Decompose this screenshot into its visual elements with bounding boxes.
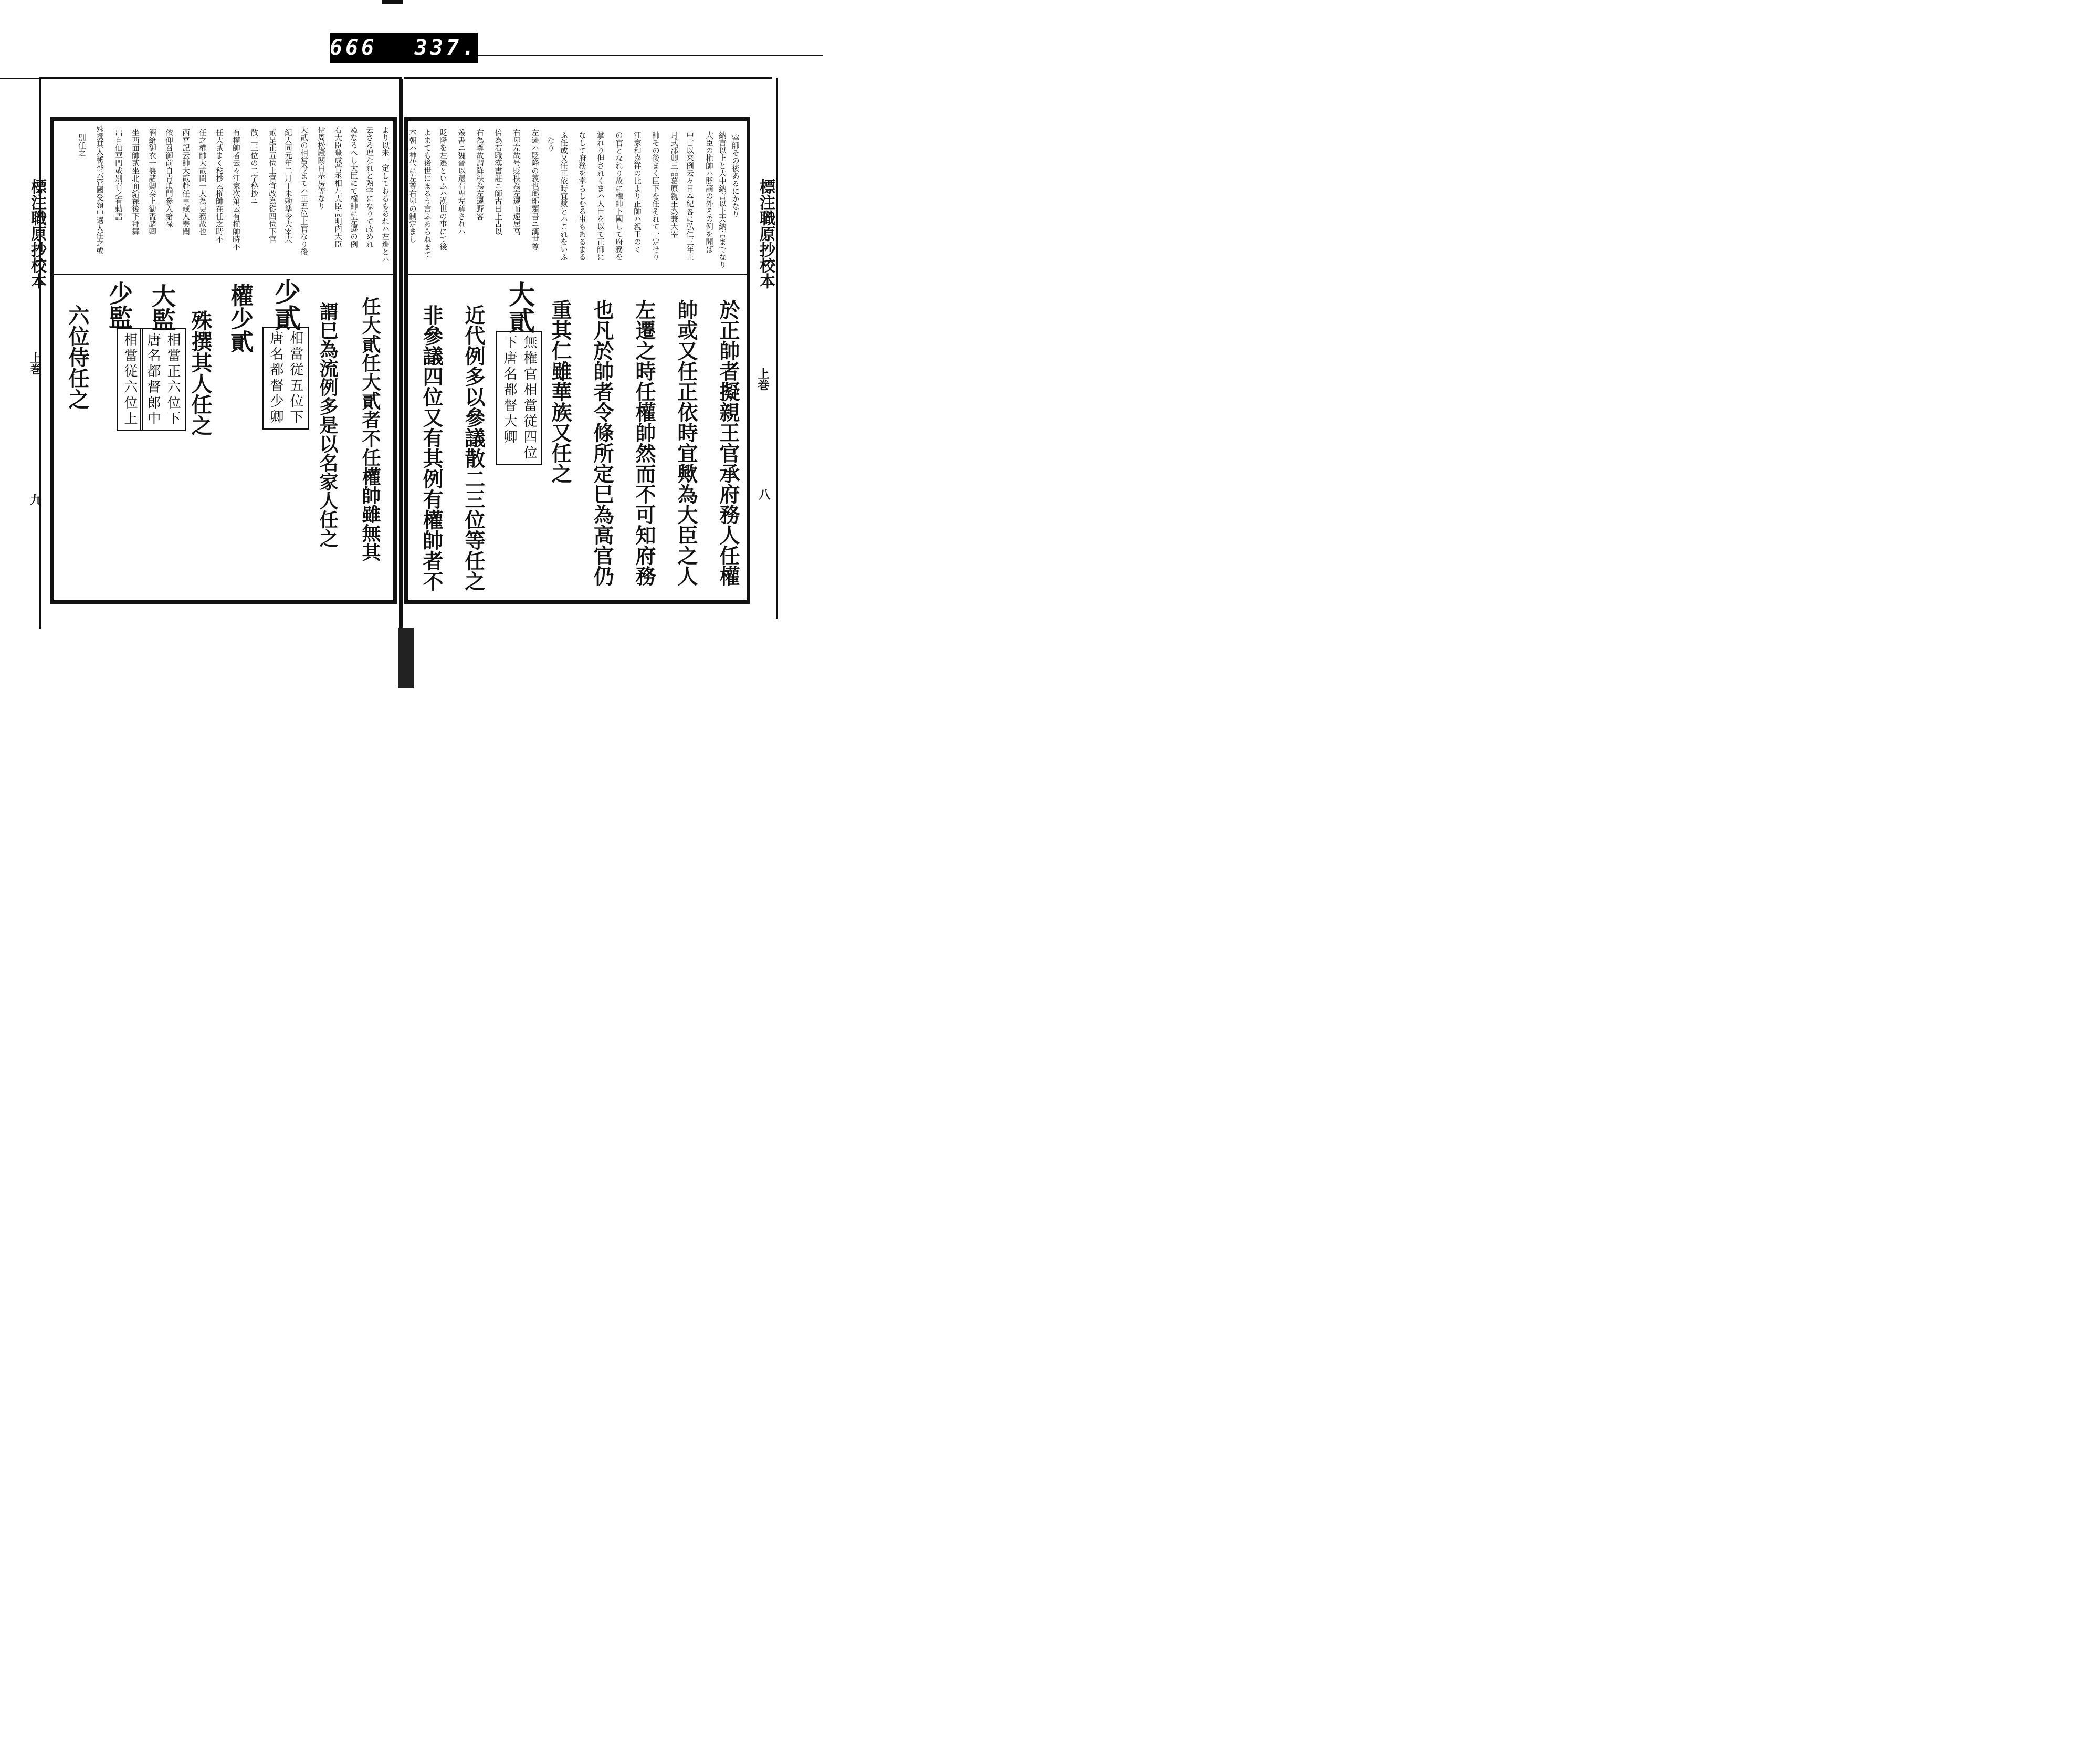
left-note-line: 任大貳まく秘抄云権帥在任之時不 [215,129,223,243]
right-note-line: 右卑左故号貶秩為左遷而遠居高 [512,129,520,235]
left-note-line: 任之權帥大貳間一人為吏務故也 [198,129,206,235]
film-number-right: 337. [414,36,478,60]
right-rank-line: 無権官相當従四位 [521,335,537,461]
right-note-line: 江家和嘉祥の比より正帥ハ親王のミ [633,131,641,253]
film-frame-label [330,33,478,63]
left-rank-daikan-line: 相當正六位下 [165,332,181,427]
left-note-line: 別任之 [77,134,86,157]
left-cont-column: 任大貳任大貳者不任權帥雖無其 [359,297,381,561]
right-note-line: の官となれり故に権帥下國して府務を [614,131,623,261]
left-frame-left [50,117,54,604]
top-mark [382,0,403,4]
right-note-line: 帥その後まく臣下を任それて一定せり [651,131,659,261]
right-spine [751,168,775,599]
left-note-line: 右大臣豊成菅丞相左大臣高明内大臣 [333,126,342,248]
left-rank-daikan [140,328,186,431]
right-sub-column: 非參議四位又有其例有權帥者不 [419,305,444,591]
right-note-line: 大臣の権帥ハ貶謫の外その例を聞ば [705,131,713,253]
outer-right-edge [776,78,778,619]
right-sub-column: 近代例多以參議散二三位等任之 [461,305,486,591]
left-frame-top [50,117,397,121]
left-note-line: ぬなるへし大臣にて権帥に左遷の例 [349,126,358,248]
left-heading-daikan: 大監 [148,284,176,332]
left-heading-shoni: 少貳 [270,278,301,331]
left-note-line: 殊撰其人秘抄云管國受領中選人任之或 [95,125,103,255]
left-spine [21,173,47,520]
left-note-line: 云さる理なれと熟字になりて改めれ [365,126,373,248]
left-spine-title: 標注職原抄校本 [28,179,46,289]
binding-line [399,79,403,656]
right-main-column: 左遷之時任權帥然而不可知府務 [632,299,656,586]
right-spine-title: 標注職原抄校本 [757,179,775,289]
left-note-line: 紀大同元年二月丁未勅準令大宰大 [284,129,292,243]
right-note-line: 貶降を左遷といふハ漢世の事にて後 [438,129,447,250]
right-note-line: 右為尊故謂降秩為左遷野客 [475,129,484,220]
left-note-line: 有權帥者云々江家次第云有權帥時不 [232,129,240,250]
right-note-line: 掌れり但されくまハ人臣を以て正師に [596,131,604,261]
right-note-line: 中古以来例云々日本紀畧に弘仁三年正 [685,131,694,261]
top-scan-line [478,55,823,56]
left-frame-divider [50,274,397,275]
right-main-column: 帥或又任正依時宜歟為大臣之人 [674,299,698,586]
right-rank-line: 下唐名都督大卿 [501,335,517,445]
right-note-line: 宰師その後あるにかなり [731,134,739,218]
right-main-column: 也凡於帥者令條所定巳為高官仍 [590,299,614,586]
left-cont-column: 謂巳為流例多是以名家人任之 [317,302,339,548]
left-spine-page: 九 [28,494,42,505]
right-note-line: よまても後世にまるう言ふあらねまて [423,129,431,258]
left-scan-edge [0,78,40,79]
left-column-shusen: 殊撰其人任之 [188,310,213,436]
left-rank-daikan-line: 唐名都督郎中 [145,332,161,427]
right-note-line: 納言以上と大中納言以上大納言までなり [718,131,726,268]
left-note-line: 散二三位の二字秘抄ニ [249,129,258,205]
left-rank-shokan [117,328,143,431]
right-spine-page: 八 [757,488,771,500]
left-heading-gon-shoni: 權少貳 [226,284,253,353]
right-page-top-edge [404,77,772,79]
left-rank-shoni-line: 相當従五位下 [288,331,303,425]
right-note-line: ふ任或又任正依時宜歟とハこれをいふ [559,131,568,261]
left-note-line: 貳是正五位上官宜改為從四位下官 [268,129,276,243]
left-frame-right [393,117,397,604]
right-spine-volume: 上巻 [756,368,770,391]
left-page-top-edge [39,77,402,79]
right-frame-bottom [404,600,749,604]
left-note-line: 西宮記云帥大貳赴任事藏人奏聞 [181,129,190,235]
right-frame-right [747,117,750,604]
right-note-line: 倍為右職漢書註ニ師古曰上古以 [494,129,502,235]
left-note-line: より以来一定しておるもあれハ左遷とハ [381,126,389,263]
left-spine-volume: 上巻 [28,352,42,375]
right-note-line: 左遷ハ貶降の義也瑯琊類書ニ漢世尊 [530,129,539,250]
right-main-column: 於正帥者擬親王官承府務人任權 [716,299,740,586]
right-rank-box [496,331,542,465]
right-main-column: 重其仁雖華族又任之 [548,299,572,484]
left-note-line: 依仰召御前自青瑣門參入給禄 [164,129,173,228]
right-note-line: 本朝ハ神代に左尊右卑の制定まし [408,129,416,243]
right-frame-divider [404,274,749,275]
left-note-line: 出自仙華門或別召之有勅語 [114,129,122,220]
right-heading-daini: 大貳 [505,281,536,333]
left-rank-shoni [262,327,309,430]
right-note-line: なして府務を掌らしむる事もあるまる [578,131,586,261]
left-note-line: 坐西面帥貳坐北面給禄後下拜舞 [131,129,139,235]
left-note-line: 伊周松殿關白基房等なり [317,126,325,210]
left-heading-shokan: 少監 [105,281,133,329]
left-rank-shokan-line: 相當従六位上 [122,332,138,427]
left-frame-bottom [50,600,397,604]
left-rank-shoni-line: 唐名都督少卿 [268,331,284,425]
right-frame-top [404,117,749,121]
film-number-left: 666 [330,36,377,60]
left-note-line: 大貳の相當今まてハ正五位上官なり後 [299,126,308,256]
right-note-line: 月式部卿三品葛原親王為兼大宰 [669,131,678,238]
left-column-rokui: 六位侍任之 [65,305,90,410]
binding-tassel [398,628,414,688]
right-note-line: なり [546,137,554,152]
left-note-line: 酒給御衣一襲諸卿奏上勧盃諸卿 [148,129,156,235]
right-note-line: 叢書ニ魏晉以還右卑左尊されハ [457,129,465,235]
